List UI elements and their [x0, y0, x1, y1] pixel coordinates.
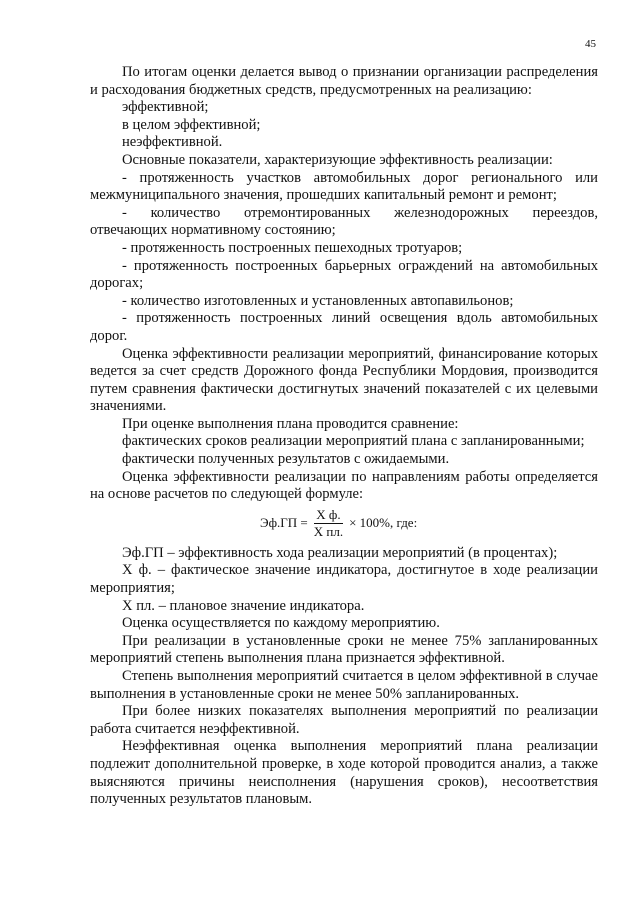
paragraph: Неэффективная оценка выполнения мероприятий плана реализации подлежит дополнительной проверке, в ходе которой проводится анализ, а также выясняются причины неисполнения (нарушения сроков), несоответствия полученных результатов плановым. — [90, 738, 598, 808]
paragraph: При более низких показателях выполнения мероприятий по реализации работа считается неэффективной. — [90, 703, 598, 737]
paragraph: - протяженность построенных пешеходных тротуаров; — [122, 239, 463, 256]
paragraph: фактических сроков реализации мероприятий плана с запланированными; — [122, 433, 585, 450]
paragraph: По итогам оценки делается вывод о признании организации распределения и расходования бюджетных средств, предусмотренных на реализацию: — [90, 64, 598, 98]
paragraph: Основные показатели, характеризующие эффективность реализации: — [122, 151, 553, 168]
paragraph: эффективной; — [122, 99, 209, 116]
paragraph: Эф.ГП – эффективность хода реализации мероприятий (в процентах); — [122, 544, 558, 561]
page-number: 45 — [585, 38, 596, 50]
paragraphs-top — [90, 64, 598, 504]
paragraph: - протяженность построенных линий освещения вдоль автомобильных дорог. — [90, 310, 598, 344]
formula-rhs: × 100%, где: — [349, 515, 418, 531]
paragraph: Степень выполнения мероприятий считается в целом эффективной в случае выполнения в установленные сроки не менее 50% запланированных. — [90, 668, 598, 702]
paragraph: - количество изготовленных и установленных автопавильонов; — [122, 292, 514, 309]
paragraph: Х ф. – фактическое значение индикатора, достигнутое в ходе реализации мероприятия; — [90, 562, 598, 597]
paragraph: - протяженность участков автомобильных дорог регионального или межмуниципального значения, прошедших капитальный ремонт и ремонт; — [90, 169, 598, 204]
paragraph: в целом эффективной; — [122, 116, 261, 133]
paragraph: Х пл. – плановое значение индикатора. — [122, 597, 365, 614]
paragraphs-bottom — [90, 545, 598, 809]
paragraph: - протяженность построенных барьерных ограждений на автомобильных дорогах; — [90, 257, 598, 292]
paragraph: Оценка эффективности реализации по направлениям работы определяется на основе расчетов по следующей формуле: — [90, 468, 598, 503]
paragraph: - количество отремонтированных железнодорожных переездов, отвечающих нормативному состоянию; — [90, 204, 598, 239]
paragraph: фактически полученных результатов с ожидаемыми. — [122, 451, 450, 468]
formula-lhs: Эф.ГП = — [260, 515, 308, 531]
paragraph: При оценке выполнения плана проводится сравнение: — [122, 415, 459, 432]
paragraph: При реализации в установленные сроки не менее 75% запланированных мероприятий степень выполнения плана признается эффективной. — [90, 632, 598, 667]
paragraph: неэффективной. — [122, 134, 223, 151]
document-body — [90, 64, 598, 809]
formula-numerator: Х ф. — [316, 506, 341, 522]
formula-denominator: Х пл. — [313, 523, 344, 539]
formula-fraction — [312, 508, 345, 539]
efficiency-formula — [90, 508, 598, 539]
paragraph: Оценка эффективности реализации мероприятий, финансирование которых ведется за счет средств Дорожного фонда Республики Мордовия, производится путем сравнения фактически достигнутых значений показателей с их целевыми значениями. — [90, 345, 598, 415]
paragraph: Оценка осуществляется по каждому мероприятию. — [122, 615, 440, 632]
